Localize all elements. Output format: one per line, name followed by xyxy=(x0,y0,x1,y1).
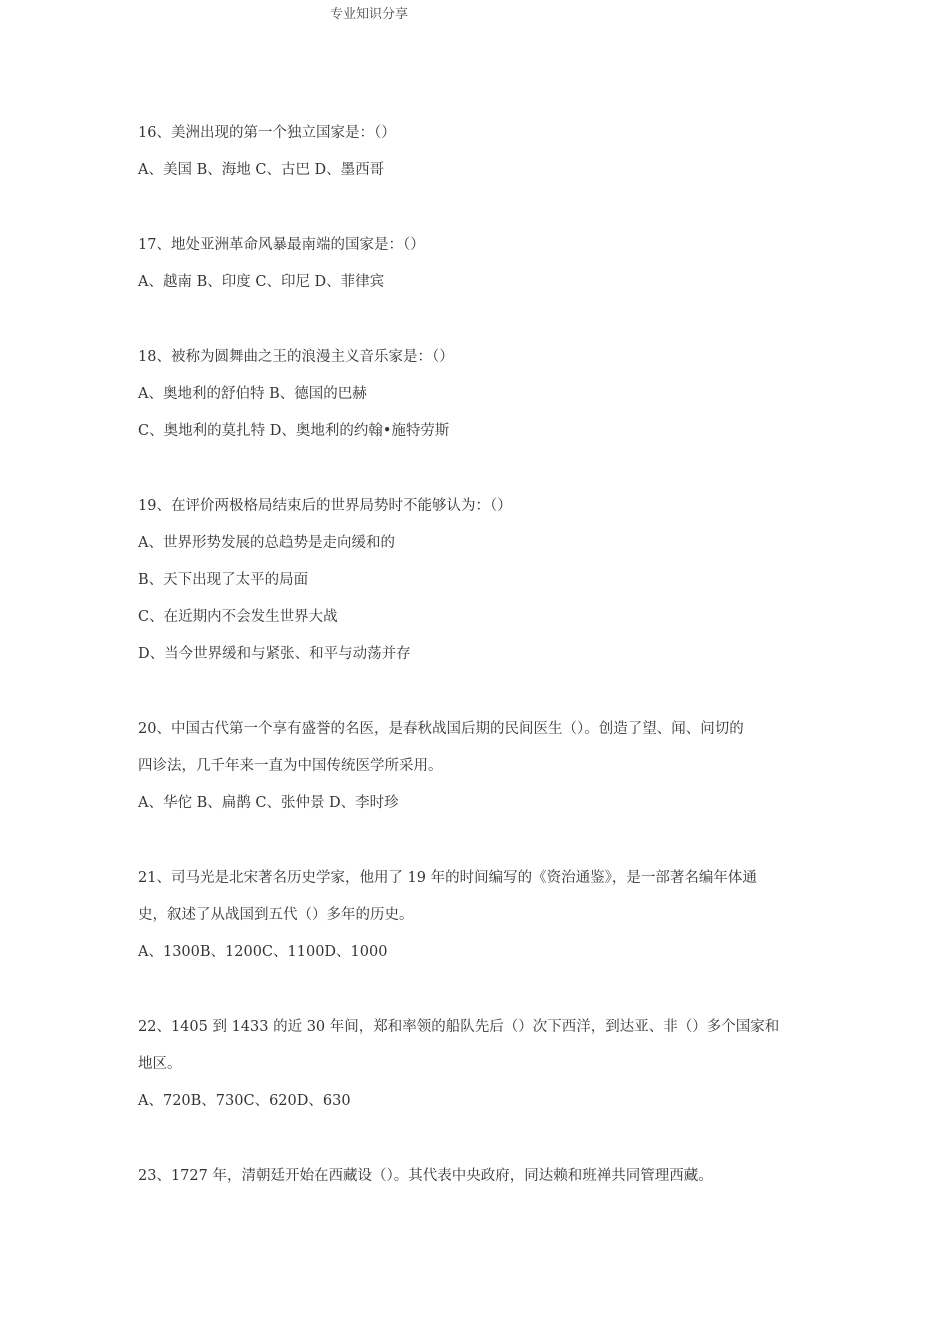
question-stem: 19、在评价两极格局结束后的世界局势时不能够认为：（） xyxy=(138,498,512,514)
question-23 xyxy=(138,1167,818,1185)
question-stem: 20、中国古代第一个享有盛誉的名医，是春秋战国后期的民间医生（）。创造了望、闻、问切的 xyxy=(138,721,744,737)
question-stem: 21、司马光是北宋著名历史学家，他用了 19 年的时间编写的《资治通鉴》，是一部著名编年体通 xyxy=(138,870,757,886)
question-option: B、天下出现了太平的局面 xyxy=(138,572,309,588)
question-stem: 22、1405 到 1433 的近 30 年间，郑和率领的船队先后（）次下西洋，到达亚、非（）多个国家和 xyxy=(138,1019,780,1035)
question-options: A、1300B、1200C、1100D、1000 xyxy=(138,944,388,960)
question-stem-continued: 四诊法，几千年来一直为中国传统医学所采用。 xyxy=(138,758,443,774)
question-option: D、当今世界缓和与紧张、和平与动荡并存 xyxy=(138,646,411,662)
question-20 xyxy=(138,720,818,812)
question-list xyxy=(138,124,818,1204)
question-option: C、在近期内不会发生世界大战 xyxy=(138,609,338,625)
question-stem: 23、1727 年，清朝廷开始在西藏设（）。其代表中央政府，同达赖和班禅共同管理西藏。 xyxy=(138,1168,713,1184)
question-stem: 17、地处亚洲革命风暴最南端的国家是：（） xyxy=(138,237,425,253)
question-18 xyxy=(138,348,818,440)
question-stem-continued: 地区。 xyxy=(138,1056,182,1072)
question-16 xyxy=(138,124,818,179)
question-19 xyxy=(138,497,818,663)
page-header: 专业知识分享 xyxy=(330,7,409,22)
question-options: A、奥地利的舒伯特 B、德国的巴赫 xyxy=(138,386,367,402)
question-options: A、越南 B、印度 C、印尼 D、菲律宾 xyxy=(138,274,385,290)
question-options: C、奥地利的莫扎特 D、奥地利的约翰•施特劳斯 xyxy=(138,423,450,439)
question-21 xyxy=(138,869,818,961)
question-17 xyxy=(138,236,818,291)
question-options: A、720B、730C、620D、630 xyxy=(138,1093,351,1109)
question-option: A、世界形势发展的总趋势是走向缓和的 xyxy=(138,535,395,551)
question-stem-continued: 史，叙述了从战国到五代（）多年的历史。 xyxy=(138,907,414,923)
question-stem: 16、美洲出现的第一个独立国家是：（） xyxy=(138,125,396,141)
question-stem: 18、被称为圆舞曲之王的浪漫主义音乐家是：（） xyxy=(138,349,454,365)
question-options: A、美国 B、海地 C、古巴 D、墨西哥 xyxy=(138,162,385,178)
question-22 xyxy=(138,1018,818,1110)
question-options: A、华佗 B、扁鹊 C、张仲景 D、李时珍 xyxy=(138,795,399,811)
